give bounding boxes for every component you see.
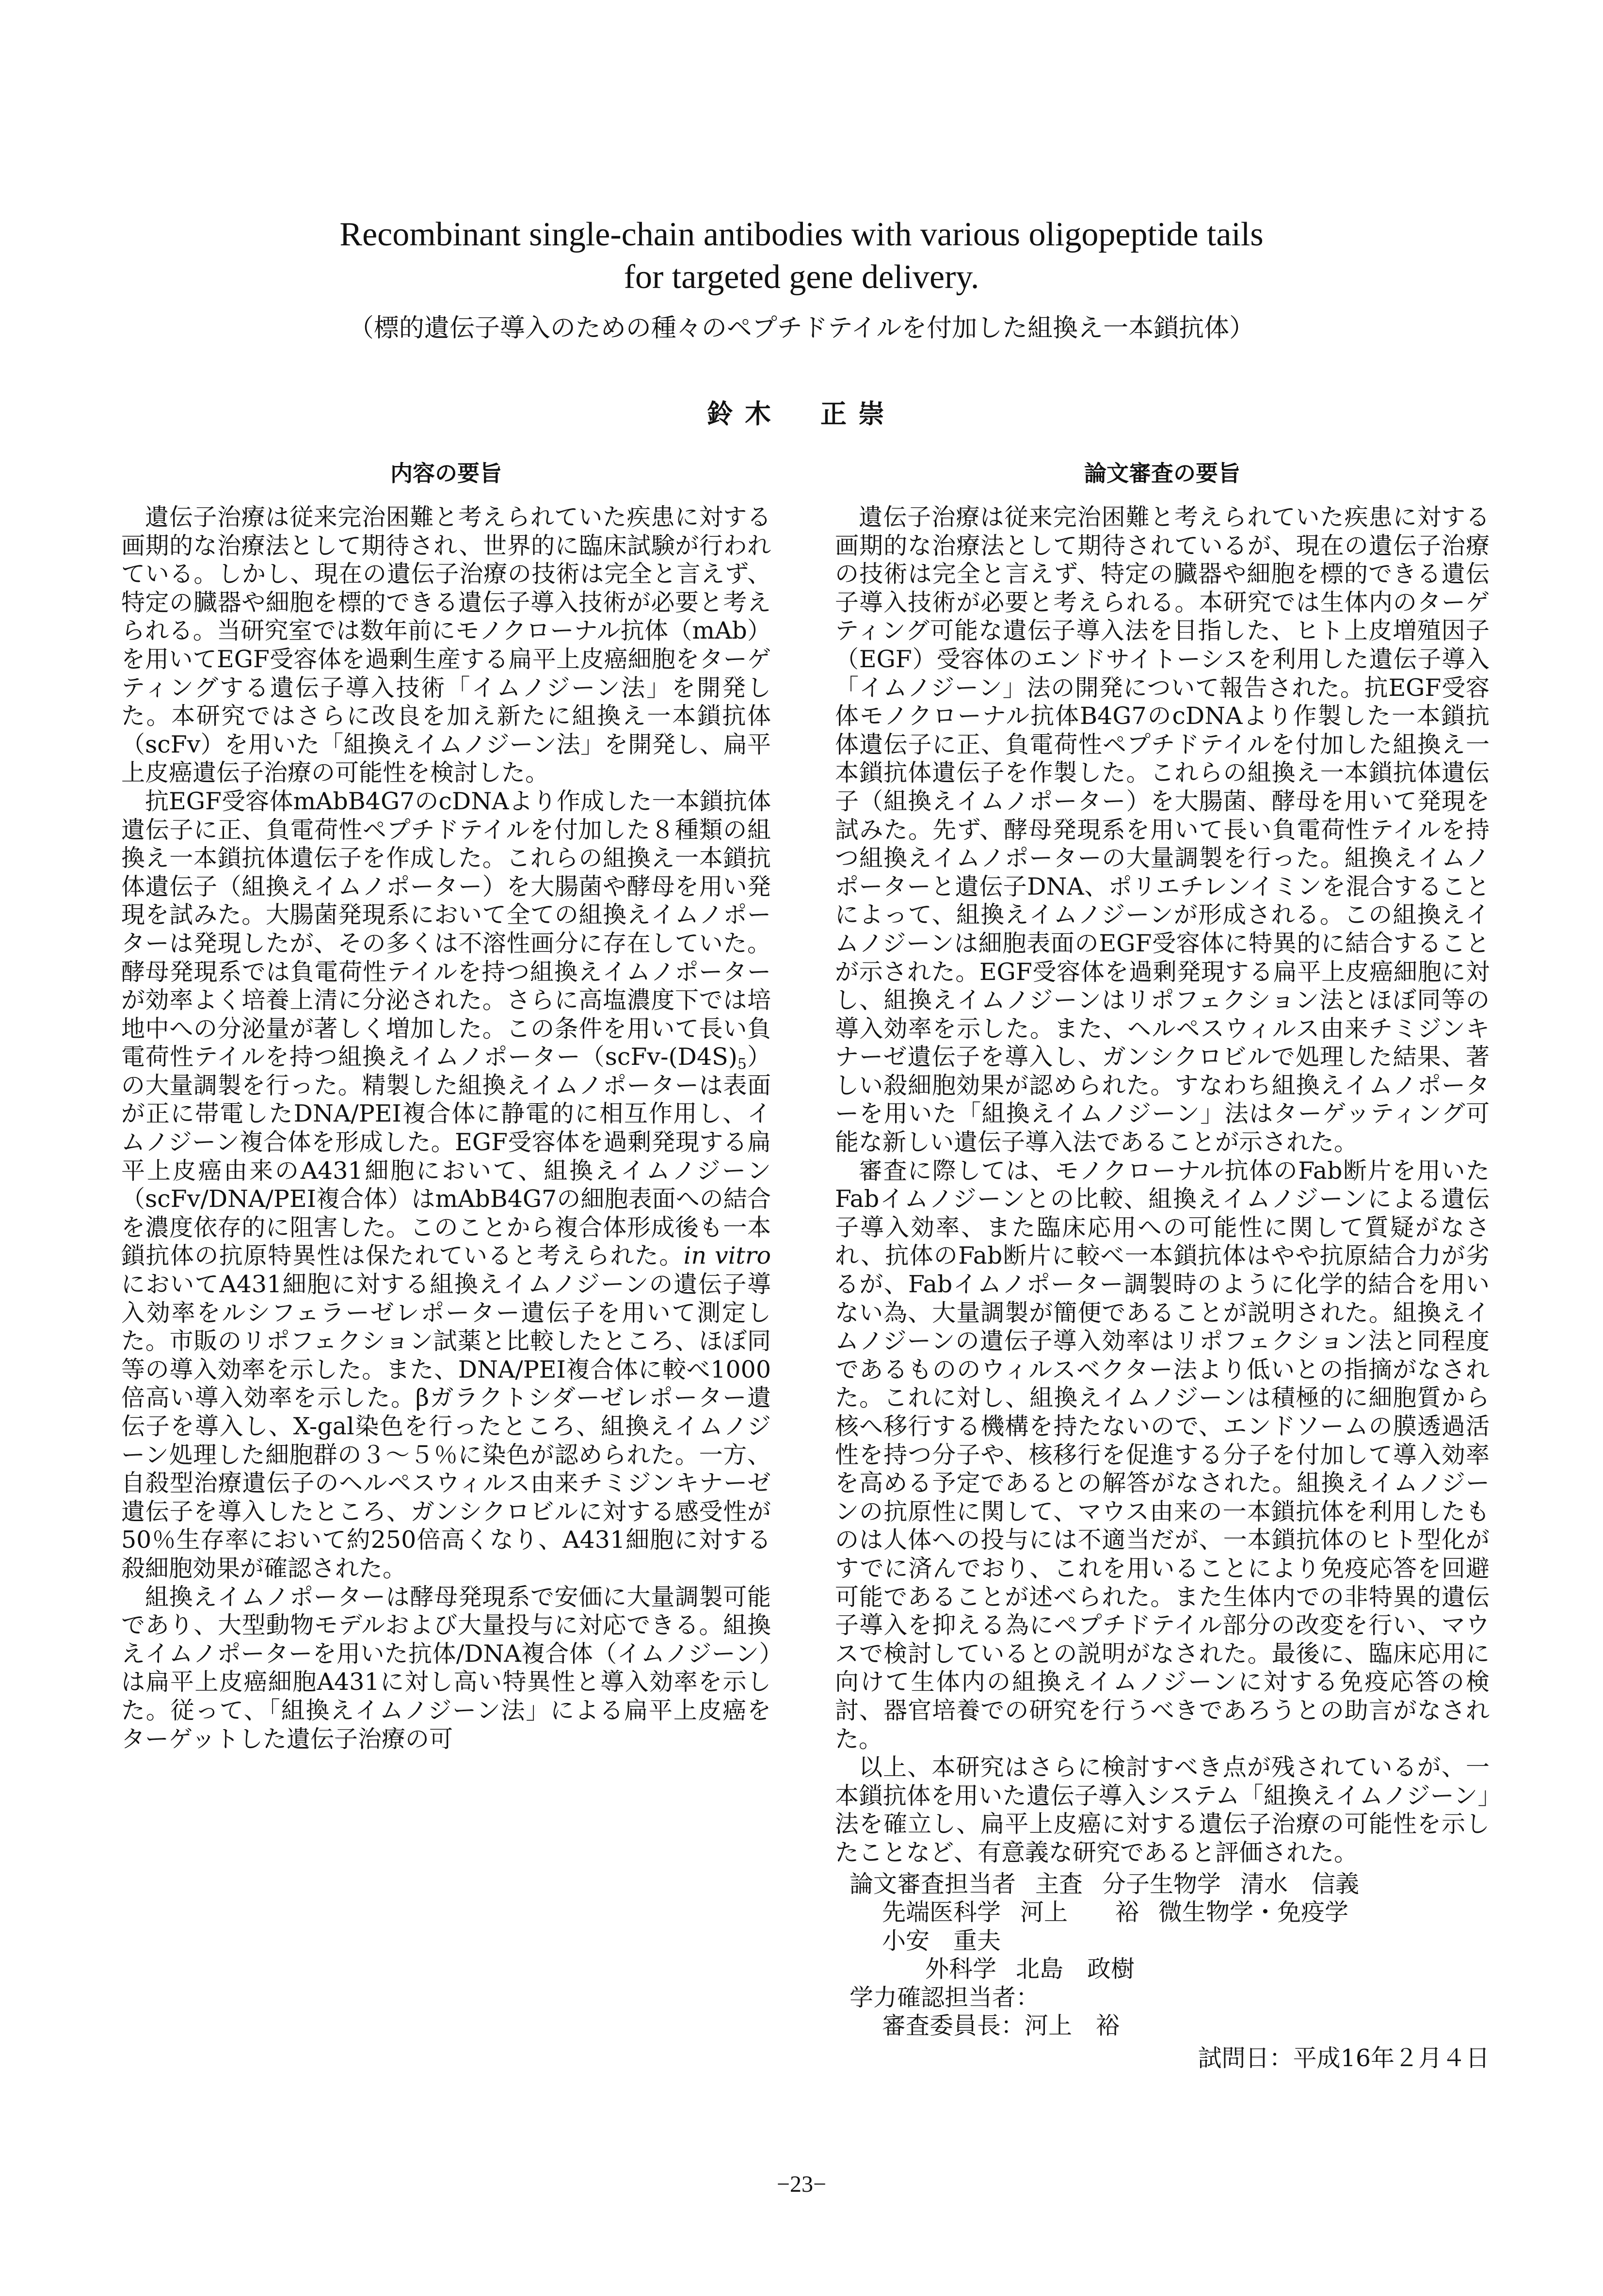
summary-paragraph xyxy=(121,787,771,1583)
review-paragraph: 以上、本研究はさらに検討すべき点が残されているが、一本鎖抗体を用いた遺伝子導入システム「組換えイムノジーン」法を確立し、扁平上皮癌に対する遺伝子治療の可能性を示したことなど、有意義な研究であると評価された。 xyxy=(835,1753,1490,1866)
academic-label: 学力確認担当者： xyxy=(850,1983,1040,2011)
exam-date: 試問日：平成16年２月４日 xyxy=(1198,2044,1490,2072)
member-dept: 微生物学・免疫学 xyxy=(1158,1898,1349,1927)
subscript: 5 xyxy=(737,1056,747,1073)
review-paragraph: 審査に際しては、モノクローナル抗体のFab断片を用いたFabイムノジーンとの比較、組換えイムノジーンによる遺伝子導入効率、また臨床応用への可能性に関して質疑がなされ、抗体のFab断片に較べ一本鎖抗体はやや抗原結合力が劣るが、Fabイムノポーター調製時のように化学的結合を用いない為、大量調製が簡便であることが説明された。組換えイムノジーンの遺伝子導入効率はリポフェクション法と同程度であるもののウィルスベクター法より低いとの指摘がなされた。これに対し、組換えイムノジーンは積極的に細胞質から核へ移行する機構を持たないので、エンドソームの膜透過活性を持つ分子や、核移行を促進する分子を付加して導入効率を高める予定であるとの解答がなされた。組換えイムノジーンの抗原性に関して、マウス由来の一本鎖抗体を利用したものは人体への投与には不適当だが、一本鎖抗体のヒト型化がすでに済んでおり、これを用いることにより免疫応答を回避可能であることが述べられた。また生体内での非特異的遺伝子導入を抑える為にペプチドテイル部分の改変を行い、マウスで検討しているとの説明がなされた。最後に、臨床応用に向けて生体内の組換えイムノジーンに対する免疫応答の検討、器官培養での研究を行うべきであろうとの助言がなされた。 xyxy=(835,1156,1490,1753)
committee-row xyxy=(835,1898,1490,1955)
text-segment: ）の大量調製を行った。精製した組換えイムノポーターは表面が正に帯電したDNA/PEI複合体に静電的に相互作用し、イムノジーン複合体を形成した。EGF受容体を過剰発現する扁平上皮癌由来のA431細胞において、組換えイムノジーン（scFv/DNA/PEI複合体）はmAbB4G7の細胞表面への結合を濃度依存的に阻害した。このことから複合体形成後も一本鎖抗体の抗原特異性は保たれていると考えられた。 xyxy=(121,1043,771,1270)
title-en-line2: for targeted gene delivery. xyxy=(624,258,979,296)
left-heading: 内容の要旨 xyxy=(390,460,502,486)
italic-term: in vitro xyxy=(683,1242,771,1270)
text-segment: においてA431細胞に対する組換えイムノジーンの遺伝子導入効率をルシフェラーゼレポーター遺伝子を用いて測定した。市販のリポフェクション試薬と比較したところ、ほぼ同等の導入効率を示した。また、DNA/PEI複合体に較べ1000倍高い導入効率を示した。βガラクトシダーゼレポーター遺伝子を導入し、X-gal染色を行ったところ、組換えイムノジーン処理した細胞群の３～５％に染色が認められた。一方、自殺型治療遺伝子のヘルペスウィルス由来チミジンキナーゼ遺伝子を導入したところ、ガンシクロビルに対する感受性が50％生存率において約250倍高くなり、A431細胞に対する殺細胞効果が確認された。 xyxy=(121,1270,771,1582)
page-number: −23− xyxy=(776,2171,827,2197)
committee-row xyxy=(835,1955,1490,1984)
chief-role: 主査 xyxy=(1035,1870,1083,1898)
committee-label: 論文審査担当者 xyxy=(850,1870,1016,1898)
committee-row xyxy=(835,2012,1490,2040)
member-name: 小安 重夫 xyxy=(882,1927,1001,1955)
member-name: 清水 信義 xyxy=(1240,1870,1360,1898)
committee-row xyxy=(835,1870,1490,1899)
member-dept: 先端医科学 xyxy=(882,1898,1001,1927)
committee-chair: 審査委員長：河上 裕 xyxy=(882,2012,1120,2040)
committee-row xyxy=(835,1984,1490,2012)
summary-column xyxy=(121,459,771,2073)
title-en-line1: Recombinant single-chain antibodies with various oligopeptide tails xyxy=(339,216,1264,253)
member-dept: 分子生物学 xyxy=(1102,1870,1221,1898)
title-ja: （標的遺伝子導入のための種々のペプチドテイルを付加した組換え一本鎖抗体） xyxy=(348,314,1255,343)
summary-paragraph: 遺伝子治療は従来完治困難と考えられていた疾患に対する画期的な治療法として期待され、世界的に臨床試験が行われている。しかし、現在の遺伝子治療の技術は完全と言えず、特定の臓器や細胞を標的できる遺伝子導入技術が必要と考えられる。当研究室では数年前にモノクローナル抗体（mAb）を用いてEGF受容体を過剰生産する扁平上皮癌細胞をターゲティングする遺伝子導入技術「イムノジーン法」を開発した。本研究ではさらに改良を加え新たに組換え一本鎖抗体（scFv）を用いた「組換えイムノジーン法」を開発し、扁平上皮癌遺伝子治療の可能性を検討した。 xyxy=(121,503,771,787)
member-dept: 外科学 xyxy=(925,1955,997,1983)
review-paragraph: 遺伝子治療は従来完治困難と考えられていた疾患に対する画期的な治療法として期待されているが、現在の遺伝子治療の技術は完全と言えず、特定の臓器や細胞を標的できる遺伝子導入技術が必要と考えられる。本研究では生体内のターゲティング可能な遺伝子導入法を目指した、ヒト上皮増殖因子（EGF）受容体のエンドサイトーシスを利用した遺伝子導入「イムノジーン」法の開発について報告された。抗EGF受容体モノクローナル抗体B4G7のcDNAより作製した一本鎖抗体遺伝子に正、負電荷性ペプチドテイルを付加した組換え一本鎖抗体遺伝子を作製した。これらの組換え一本鎖抗体遺伝子（組換えイムノポーター）を大腸菌、酵母を用いて発現を試みた。先ず、酵母発現系を用いて長い負電荷性テイルを持つ組換えイムノポーターの大量調製を行った。組換えイムノポーターと遺伝子DNA、ポリエチレンイミンを混合することによって、組換えイムノジーンが形成される。この組換えイムノジーンは細胞表面のEGF受容体に特異的に結合することが示された。EGF受容体を過剰発現する扁平上皮癌細胞に対し、組換えイムノジーンはリポフェクション法とほぼ同等の導入効率を示した。また、ヘルペスウィルス由来チミジンキナーゼ遺伝子を導入し、ガンシクロビルで処理した結果、著しい殺細胞効果が認められた。すなわち組換えイムノポーターを用いた「組換えイムノジーン」法はターゲッティング可能な新しい遺伝子導入法であることが示された。 xyxy=(835,503,1490,1156)
member-name: 北島 政樹 xyxy=(1016,1955,1135,1983)
right-heading: 論文審査の要旨 xyxy=(1084,460,1240,486)
member-name: 河上 裕 xyxy=(1020,1898,1139,1927)
author: 鈴木 正崇 xyxy=(707,398,896,429)
review-column xyxy=(835,459,1490,2073)
committee-block xyxy=(835,1870,1490,2073)
text-segment: 抗EGF受容体mAbB4G7のcDNAより作成した一本鎖抗体遺伝子に正、負電荷性ペプチドテイルを付加した８種類の組換え一本鎖抗体遺伝子を作成した。これらの組換え一本鎖抗体遺伝子（組換えイムノポーター）を大腸菌や酵母を用い発現を試みた。大腸菌発現系において全ての組換えイムノポーターは発現したが、その多くは不溶性画分に存在していた。酵母発現系では負電荷性テイルを持つ組換えイムノポーターが効率よく培養上清に分泌された。さらに高塩濃度下では培地中への分泌量が著しく増加した。この条件を用いて長い負電荷性テイルを持つ組換えイムノポーター（scFv-(D4S) xyxy=(121,787,771,1071)
summary-paragraph: 組換えイムノポーターは酵母発現系で安価に大量調製可能であり、大型動物モデルおよび大量投与に対応できる。組換えイムノポーターを用いた抗体/DNA複合体（イムノジーン）は扁平上皮癌細胞A431に対し高い特異性と導入効率を示した。従って、「組換えイムノジーン法」による扁平上皮癌をターゲットした遺伝子治療の可 xyxy=(121,1583,771,1753)
two-column-body xyxy=(0,459,1603,2073)
